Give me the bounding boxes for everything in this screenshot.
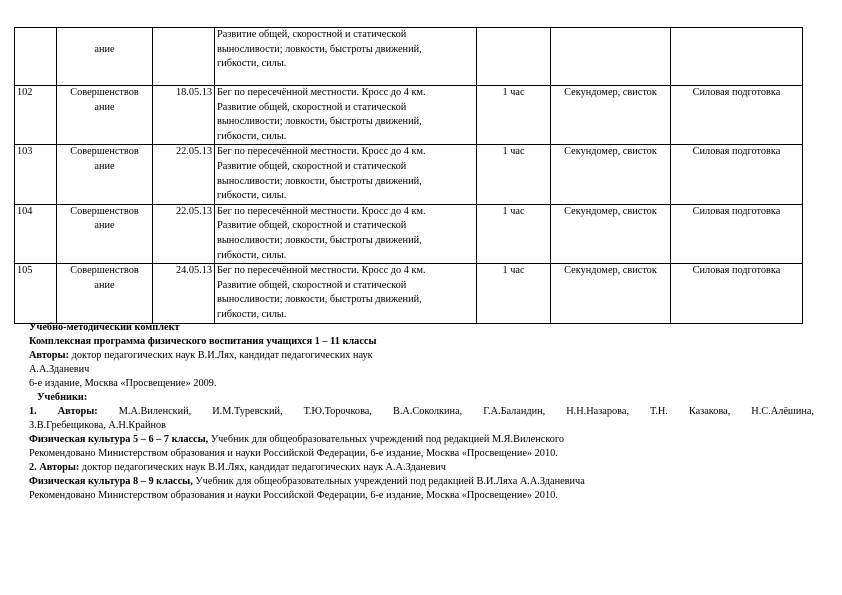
cell-line: выносливости; ловкости, быстроты движений, [217,234,422,246]
hours-cell: 1 час [477,145,551,204]
cell-line: ание [94,160,115,172]
hours-cell [477,28,551,86]
table-row [15,86,803,145]
program-authors-cont: А.А.Зданевич [29,364,90,375]
date-cell: 24.05.13 [153,264,215,323]
notes-cell: Силовая подготовка [671,204,803,263]
cell-line: Развитие общей, скоростной и статической [217,220,407,232]
textbook-1-authors-cont: З.В.Гребещикова, А.Н.Крайнов [29,420,167,431]
notes-cell: Силовая подготовка [671,145,803,204]
date-cell: 22.05.13 [153,145,215,204]
cell-line: ание [94,279,115,291]
cell-line: ание [94,43,115,55]
lesson-number-cell: 103 [15,145,57,204]
lesson-plan-table [14,27,803,324]
lesson-number-cell: 105 [15,264,57,323]
hours-cell: 1 час [477,264,551,323]
content-cell [215,145,477,204]
program-edition: 6-е издание, Москва «Просвещение» 2009. [29,378,217,389]
date-cell [153,28,215,86]
hours-cell: 1 час [477,204,551,263]
methodical-notes [29,321,814,503]
table-row [15,204,803,263]
table-row [15,28,803,86]
notes-cell [671,28,803,86]
cell-line: гибкости, силы. [217,58,287,70]
cell-line: Бег по пересечённой местности. Кросс до 4 км. [217,87,426,98]
program-authors: Авторы: доктор педагогических наук В.И.Лях, кандидат педагогических наук [29,350,373,361]
date-cell: 22.05.13 [153,204,215,263]
cell-line: Развитие общей, скоростной и статической [217,29,407,40]
equipment-cell: Секундомер, свисток [551,204,671,263]
cell-line: выносливости; ловкости, быстроты движений, [217,175,422,187]
cell-line: Бег по пересечённой местности. Кросс до 4 км. [217,146,426,158]
cell-line: ание [94,220,115,232]
equipment-cell: Секундомер, свисток [551,264,671,323]
content-cell [215,204,477,263]
cell-line: ание [94,101,115,113]
program-title: Комплексная программа физического воспитания учащихся 1 – 11 классы [29,336,377,347]
cell-line: Совершенствов [70,146,139,158]
equipment-cell [551,28,671,86]
equipment-cell: Секундомер, свисток [551,145,671,204]
cell-line: Совершенствов [70,265,139,277]
textbook-2-title: Физическая культура 8 – 9 классы, Учебник для общеобразовательных учреждений под редакцией В.И.Ляха А.А.Зданевича [29,476,585,487]
notes-cell: Силовая подготовка [671,86,803,145]
cell-line: гибкости, силы. [217,308,287,320]
section-cell [57,204,153,263]
hours-cell: 1 час [477,86,551,145]
cell-line: выносливости; ловкости, быстроты движений, [217,43,422,55]
textbook-1-title: Физическая культура 5 – 6 – 7 классы, Учебник для общеобразовательных учреждений под редакцией М.Я.Виленского [29,434,565,445]
cell-line [59,28,150,43]
content-cell [215,86,477,145]
lesson-plan-body [15,28,803,324]
cell-line: выносливости; ловкости, быстроты движений, [217,294,422,306]
cell-line: Совершенствов [70,205,139,217]
cell-line: гибкости, силы. [217,249,287,261]
textbook-2-authors: 2. Авторы: доктор педагогических наук В.И.Лях, кандидат педагогических наук А.А.Зданевич [29,462,446,473]
textbook-1-recommendation: Рекомендовано Министерством образования и науки Российской Федерации, 6-е издание, Москва «Просвещение» 2010. [29,448,558,459]
equipment-cell: Секундомер, свисток [551,86,671,145]
cell-line: Бег по пересечённой местности. Кросс до 4 км. [217,205,426,217]
cell-line: Бег по пересечённой местности. Кросс до 4 км. [217,265,426,277]
cell-line: Развитие общей, скоростной и статической [217,101,407,113]
section-cell [57,28,153,86]
cell-line: выносливости; ловкости, быстроты движений, [217,116,422,128]
cell-line: Совершенствов [70,87,139,98]
cell-line: гибкости, силы. [217,130,287,142]
date-cell: 18.05.13 [153,86,215,145]
cell-line: Развитие общей, скоростной и статической [217,160,407,172]
textbook-2-recommendation: Рекомендовано Министерством образования и науки Российской Федерации, 6-е издание, Москва «Просвещение» 2010. [29,490,558,501]
textbooks-heading: Учебники: [37,392,88,403]
content-cell [215,28,477,86]
section-cell [57,145,153,204]
content-cell [215,264,477,323]
lesson-number-cell [15,28,57,86]
section-cell [57,86,153,145]
lesson-number-cell: 102 [15,86,57,145]
lesson-number-cell: 104 [15,204,57,263]
notes-heading: Учебно-методический комплект [29,322,180,333]
notes-cell: Силовая подготовка [671,264,803,323]
cell-line: Развитие общей, скоростной и статической [217,279,407,291]
table-row [15,145,803,204]
textbook-1-authors: 1. Авторы: М.А.Виленский, И.М.Туревский, Т.Ю.Торочкова, В.А.Соколкина, Г.А.Баландин, Н.Н.Назарова, Т.Н. Казакова, Н.С.Алёшина, [29,406,814,417]
cell-line: гибкости, силы. [217,190,287,202]
table-row [15,264,803,323]
section-cell [57,264,153,323]
